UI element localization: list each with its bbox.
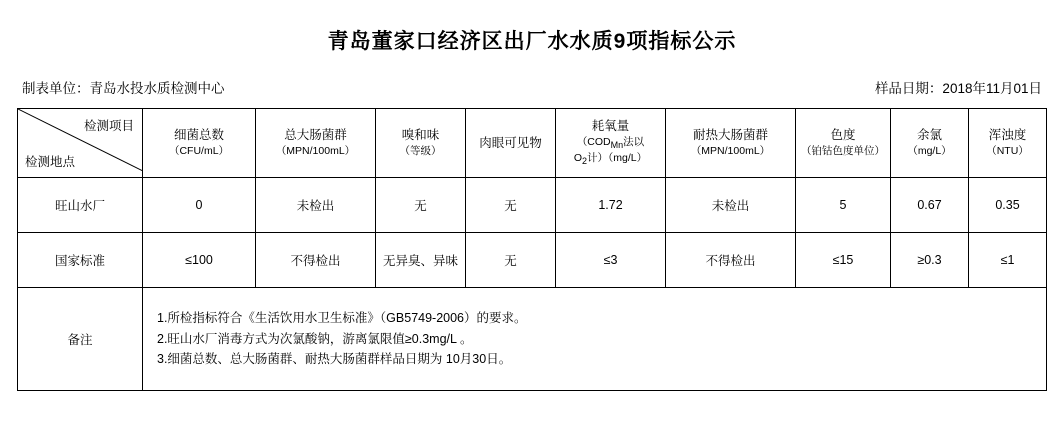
column-header-name: 总大肠菌群 (284, 128, 347, 143)
notes-row (18, 288, 1047, 391)
cell-oxygen-consumption: ≤3 (556, 233, 666, 288)
column-header-unit: （NTU） (986, 145, 1029, 158)
corner-header-cell (18, 109, 143, 178)
cell-odor-taste: 无异臭、异味 (376, 233, 466, 288)
column-header-chroma (796, 109, 891, 178)
cell-residual-chlorine: ≥0.3 (891, 233, 969, 288)
sample-date-label: 样品日期：2018年11月01日 (874, 81, 1042, 96)
column-header-name: 余氯 (916, 128, 942, 143)
cell-bacteria: ≤100 (143, 233, 256, 288)
column-header-name: 浑浊度 (988, 128, 1027, 143)
column-header-name: 嗅和味 (401, 128, 440, 143)
cell-turbidity: ≤1 (969, 233, 1047, 288)
cell-total-coliform: 不得检出 (256, 233, 376, 288)
column-header-thermotolerant-coliform (666, 109, 796, 178)
cell-thermotolerant-coliform: 未检出 (666, 178, 796, 233)
cell-visible-matter: 无 (466, 233, 556, 288)
cell-chroma: ≤15 (796, 233, 891, 288)
water-quality-table (17, 108, 1047, 391)
note-line: 3.细菌总数、总大肠菌群、耐热大肠菌群样品日期为 10月30日。 (157, 352, 512, 367)
column-header-oxygen-consumption (556, 109, 666, 178)
note-line: 2.旺山水厂消毒方式为次氯酸钠，游离氯限值≥0.3mg/L 。 (157, 331, 473, 346)
column-header-turbidity (969, 109, 1047, 178)
cell-chroma: 5 (796, 178, 891, 233)
cell-turbidity: 0.35 (969, 178, 1047, 233)
meta-row (0, 55, 1064, 97)
cell-visible-matter: 无 (466, 178, 556, 233)
column-header-name: 耐热大肠菌群 (692, 128, 768, 143)
note-line: 1.所检指标符合《生活饮用水卫生标准》（GB5749-2006）的要求。 (157, 311, 527, 326)
column-header-unit: （MPN/100mL） (275, 145, 356, 158)
column-header-unit: （mg/L） (907, 145, 952, 158)
column-header-visible-matter (466, 109, 556, 178)
column-header-unit: （等级） (399, 145, 442, 158)
column-header-name: 色度 (830, 128, 856, 143)
cell-thermotolerant-coliform: 不得检出 (666, 233, 796, 288)
cell-residual-chlorine: 0.67 (891, 178, 969, 233)
cell-total-coliform: 未检出 (256, 178, 376, 233)
column-header-bacteria (143, 109, 256, 178)
column-header-unit: （铂钴色度单位） (801, 145, 885, 158)
notes-body (143, 288, 1047, 391)
corner-top-label: 检测项目 (83, 119, 134, 133)
column-header-residual-chlorine (891, 109, 969, 178)
cell-oxygen-consumption: 1.72 (556, 178, 666, 233)
column-header-unit: （CODMn法以 O2计）（mg/L） (573, 136, 648, 167)
column-header-name: 细菌总数 (173, 128, 224, 143)
page-title: 青岛董家口经济区出厂水水质9项指标公示 (327, 30, 737, 53)
column-header-total-coliform (256, 109, 376, 178)
table-header-row (18, 109, 1047, 178)
corner-bottom-label: 检测地点 (25, 155, 76, 169)
column-header-odor-taste (376, 109, 466, 178)
table-row (18, 178, 1047, 233)
row-label: 旺山水厂 (18, 178, 143, 233)
cell-bacteria: 0 (143, 178, 256, 233)
column-header-name: 肉眼可见物 (479, 135, 542, 150)
cell-odor-taste: 无 (376, 178, 466, 233)
column-header-name: 耗氧量 (591, 119, 630, 134)
table-row (18, 233, 1047, 288)
notes-label: 备注 (18, 288, 143, 391)
maker-unit-label: 制表单位：青岛水投水质检测中心 (22, 81, 225, 96)
column-header-unit: （CFU/mL） (168, 145, 230, 158)
row-label: 国家标准 (18, 233, 143, 288)
column-header-unit: （MPN/100mL） (690, 145, 771, 158)
